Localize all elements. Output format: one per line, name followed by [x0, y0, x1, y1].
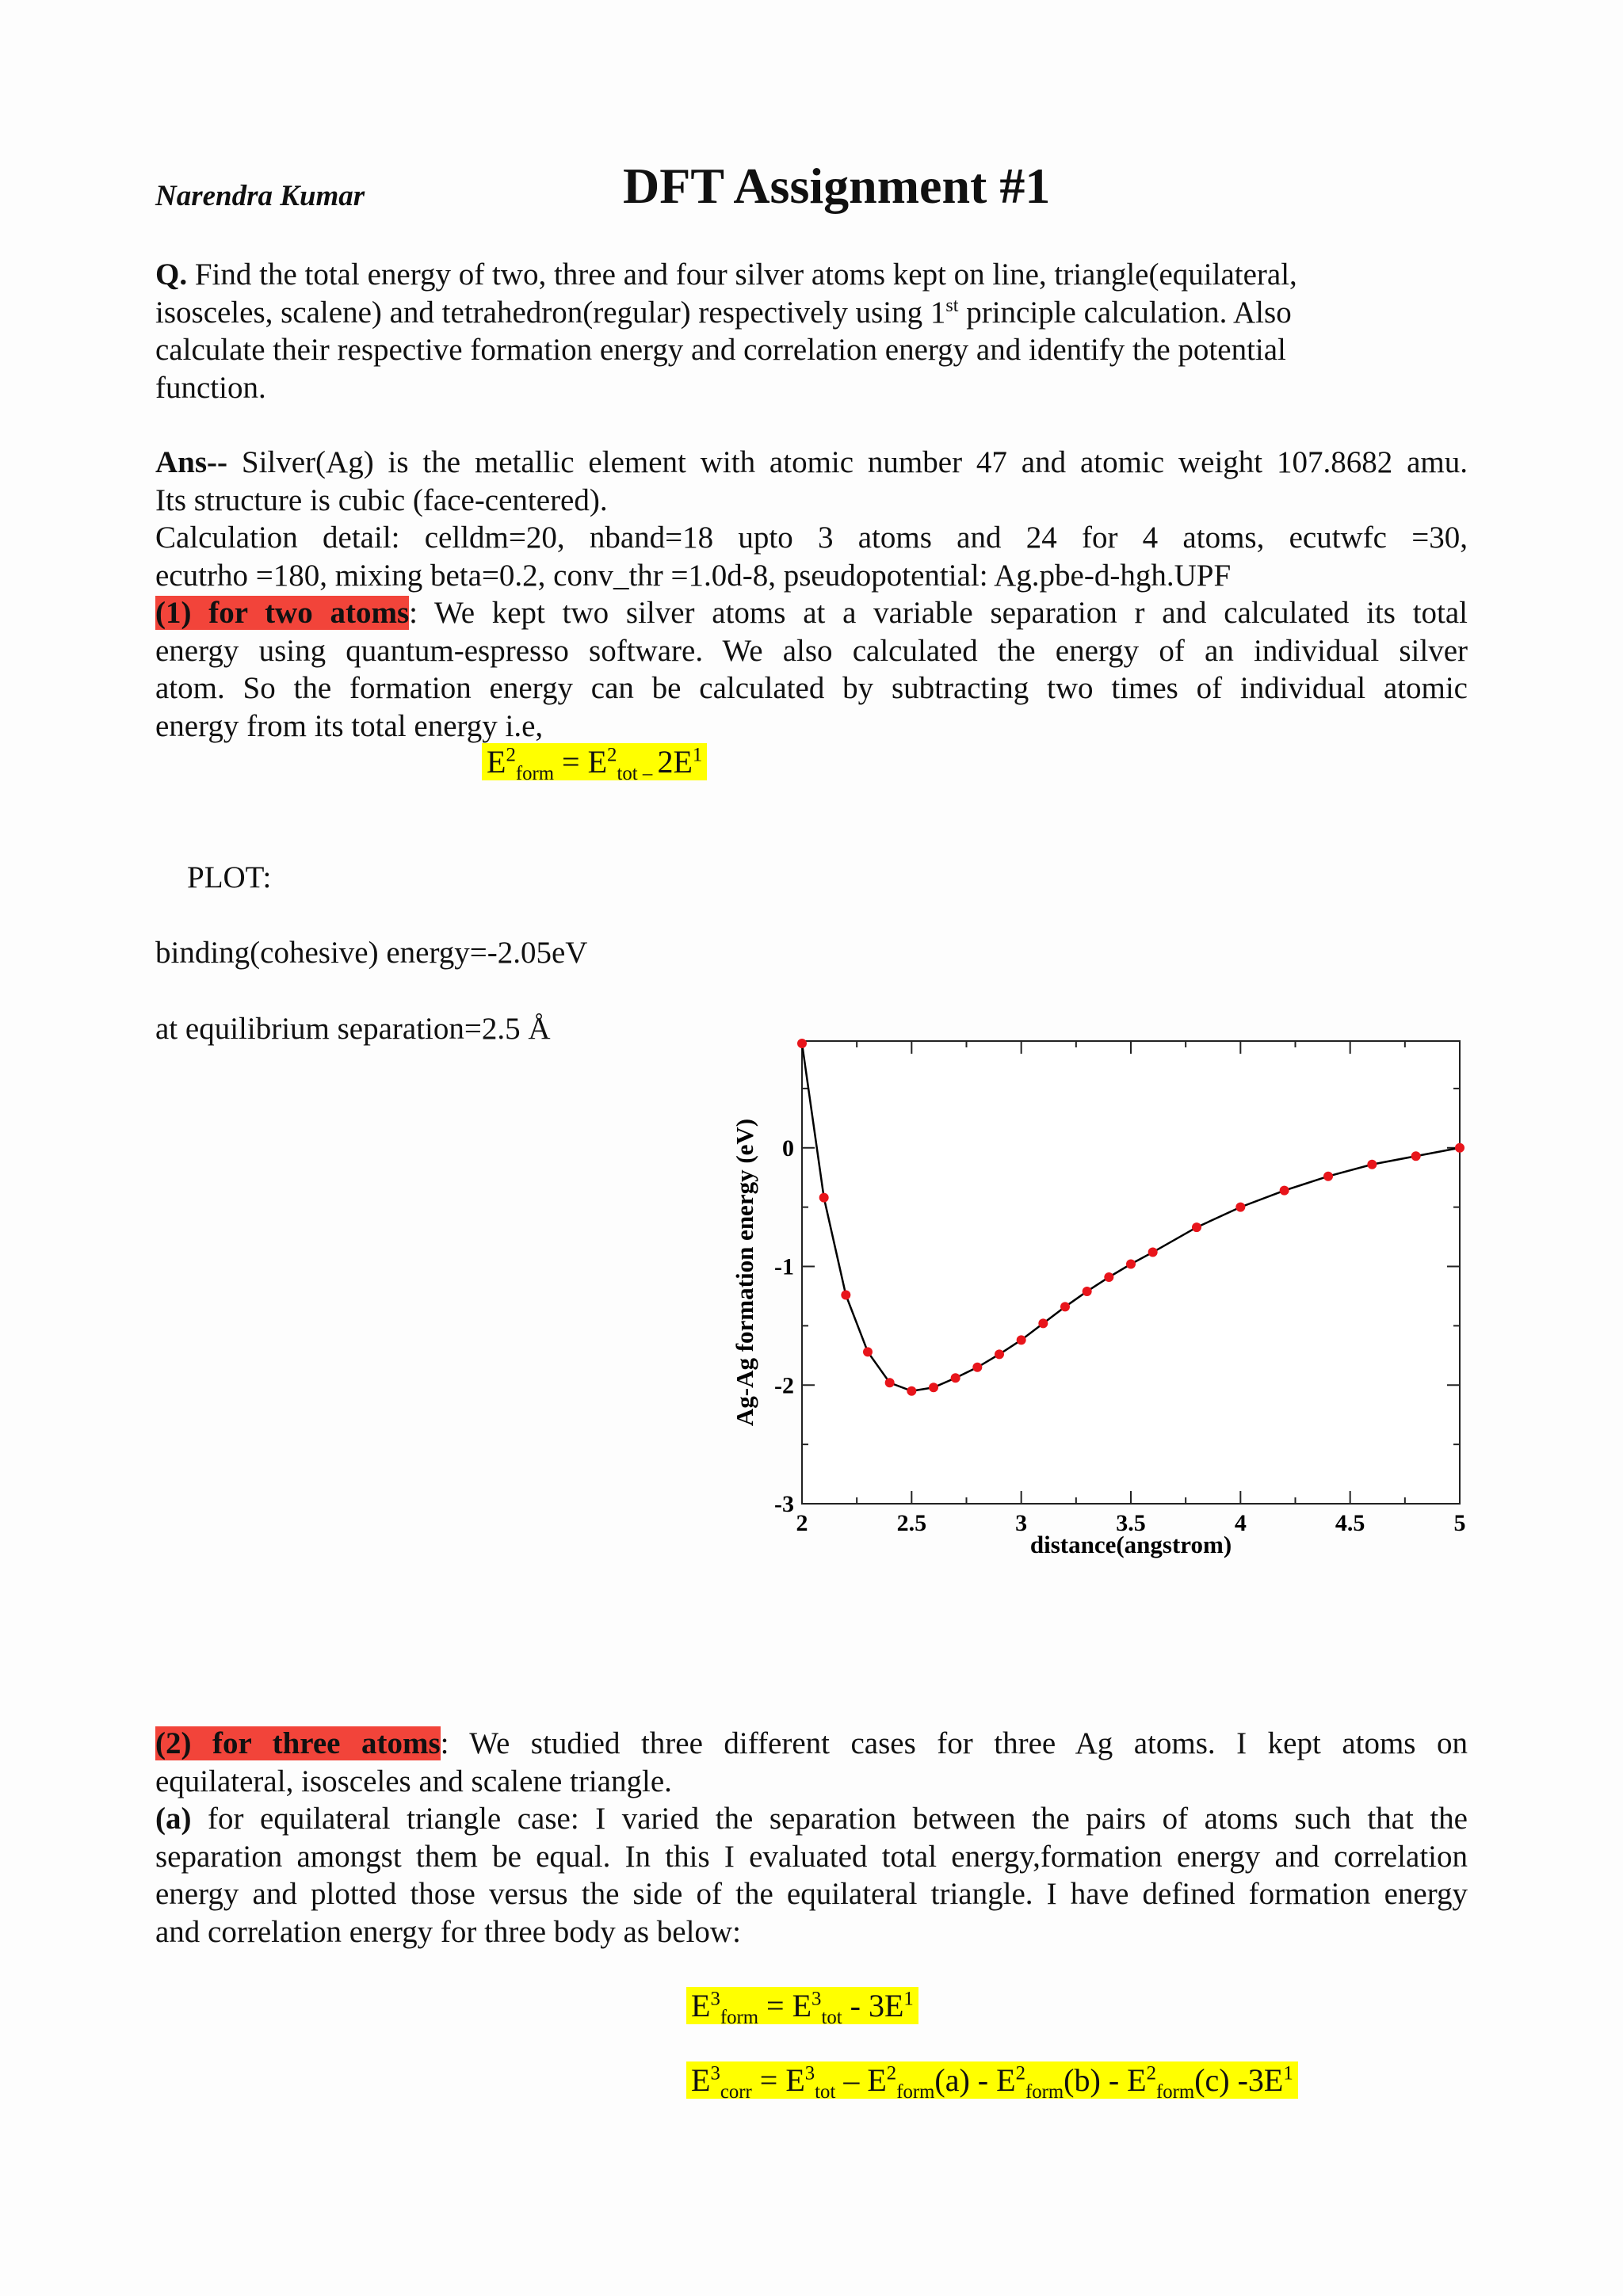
data-point [1192, 1222, 1201, 1232]
data-point [819, 1193, 829, 1203]
question-line-1: Q. Find the total energy of two, three and four silver atoms kept on line, triangle(equilateral, [155, 257, 1297, 292]
y-tick-label: -2 [774, 1372, 794, 1399]
x-tick-label: 3.5 [1116, 1510, 1146, 1536]
question-line-2: isosceles, scalene) and tetrahedron(regular) respectively using 1st principle calculation. Also [155, 294, 1292, 330]
question-line-4: function. [155, 370, 266, 405]
two-atoms-line-2: energy using quantum-espresso software. We also calculated the energy of an individual silver [155, 633, 1468, 668]
data-point [1235, 1203, 1245, 1212]
data-point [951, 1373, 960, 1383]
two-atoms-heading: (1) for two atoms [155, 596, 410, 630]
two-atoms-line-1: (1) for two atoms: We kept two silver atoms at a variable separation r and calculated its total [155, 596, 1468, 630]
data-point [1060, 1302, 1070, 1311]
data-point [1104, 1272, 1113, 1282]
answer-line-3: Calculation detail: celldm=20, nband=18 upto 3 atoms and 24 for 4 atoms, ecutwfc =30, [155, 521, 1468, 555]
plot-label: PLOT: [187, 860, 272, 894]
formation-energy-equation-three: $E^3_{form} = E^3_{tot} - 3E^1$ [686, 1987, 918, 2024]
data-point [929, 1383, 938, 1392]
question-label: Q. [155, 257, 188, 292]
data-point [841, 1290, 850, 1299]
data-point [1148, 1248, 1158, 1257]
x-tick-label: 2 [796, 1510, 808, 1536]
data-point [797, 1039, 807, 1048]
data-point [972, 1363, 982, 1372]
y-tick-label: -1 [774, 1253, 794, 1280]
question-line-3: calculate their respective formation energy and correlation energy and identify the potential [155, 333, 1286, 367]
plot-frame [802, 1041, 1460, 1504]
case-a-label: (a) [155, 1802, 192, 1836]
x-tick-label: 4 [1234, 1510, 1247, 1536]
x-tick-label: 5 [1453, 1510, 1466, 1536]
data-point [1083, 1287, 1092, 1296]
x-tick-label: 4.5 [1335, 1510, 1365, 1536]
data-point [1323, 1172, 1333, 1181]
data-point [907, 1386, 916, 1396]
data-point [1455, 1143, 1465, 1153]
data-point [863, 1347, 873, 1356]
data-point [1280, 1186, 1289, 1196]
formation-energy-chart [729, 1022, 1474, 1577]
equilibrium-note: at equilibrium separation=2.5 Å [155, 1012, 551, 1046]
data-point [1411, 1151, 1421, 1161]
binding-energy-note: binding(cohesive) energy=-2.05eV [155, 936, 588, 970]
data-point [1367, 1160, 1377, 1169]
three-atoms-line-1: (2) for three atoms: We studied three different cases for three Ag atoms. I kept atoms on [155, 1726, 1468, 1760]
page-title: DFT Assignment #1 [623, 158, 1051, 214]
two-atoms-line-4: energy from its total energy i.e, [155, 708, 544, 743]
x-tick-label: 3 [1015, 1510, 1028, 1536]
answer-label: Ans-- [155, 445, 228, 479]
three-atoms-line-4: separation amongst them be equal. In this I evaluated total energy,formation energy and correlation [155, 1839, 1468, 1874]
data-point [1126, 1260, 1136, 1269]
answer-line-2: Its structure is cubic (face-centered). [155, 482, 608, 517]
data-point [885, 1378, 895, 1387]
three-atoms-line-6: and correlation energy for three body as below: [155, 1914, 741, 1949]
three-atoms-line-5: energy and plotted those versus the side of the equilateral triangle. I have defined formation energy [155, 1877, 1468, 1911]
answer-line-4: ecutrho =180, mixing beta=0.2, conv_thr =1.0d-8, pseudopotential: Ag.pbe-d-hgh.UPF [155, 558, 1232, 593]
two-atoms-line-3: atom. So the formation energy can be calculated by subtracting two times of individual atomic [155, 671, 1468, 705]
three-atoms-line-3: (a) for equilateral triangle case: I varied the separation between the pairs of atoms such that the [155, 1802, 1468, 1836]
question-block [155, 256, 1468, 406]
formation-energy-equation-two: $E^2_{form} = E^2_{tot -}$ $2E^1$ [482, 743, 707, 780]
answer-line-1: Ans-- Silver(Ag) is the metallic element with atomic number 47 and atomic weight 107.8682 amu. [155, 445, 1468, 479]
data-point [1017, 1335, 1026, 1344]
x-axis-label: distance(angstrom) [1029, 1531, 1232, 1558]
three-atoms-block [155, 1725, 1468, 1951]
y-tick-label: -3 [774, 1491, 794, 1517]
x-tick-label: 2.5 [896, 1510, 927, 1536]
data-point [1038, 1318, 1048, 1328]
y-axis-label: Ag-Ag formation energy (eV) [731, 1118, 758, 1427]
correlation-energy-equation-three: $E^3_{corr} = E^3_{tot} - E^2_{form}(a) - E^2_{form}(b) - E^2_{form}(c)$ $-3E^1$ [686, 2061, 1298, 2099]
three-atoms-line-2: equilateral, isosceles and scalene triangle. [155, 1764, 672, 1798]
author-name: Narendra Kumar [155, 180, 365, 212]
data-point [995, 1349, 1004, 1359]
answer-block [155, 444, 1468, 745]
y-tick-label: 0 [782, 1135, 794, 1161]
three-atoms-heading: (2) for three atoms [155, 1726, 441, 1760]
